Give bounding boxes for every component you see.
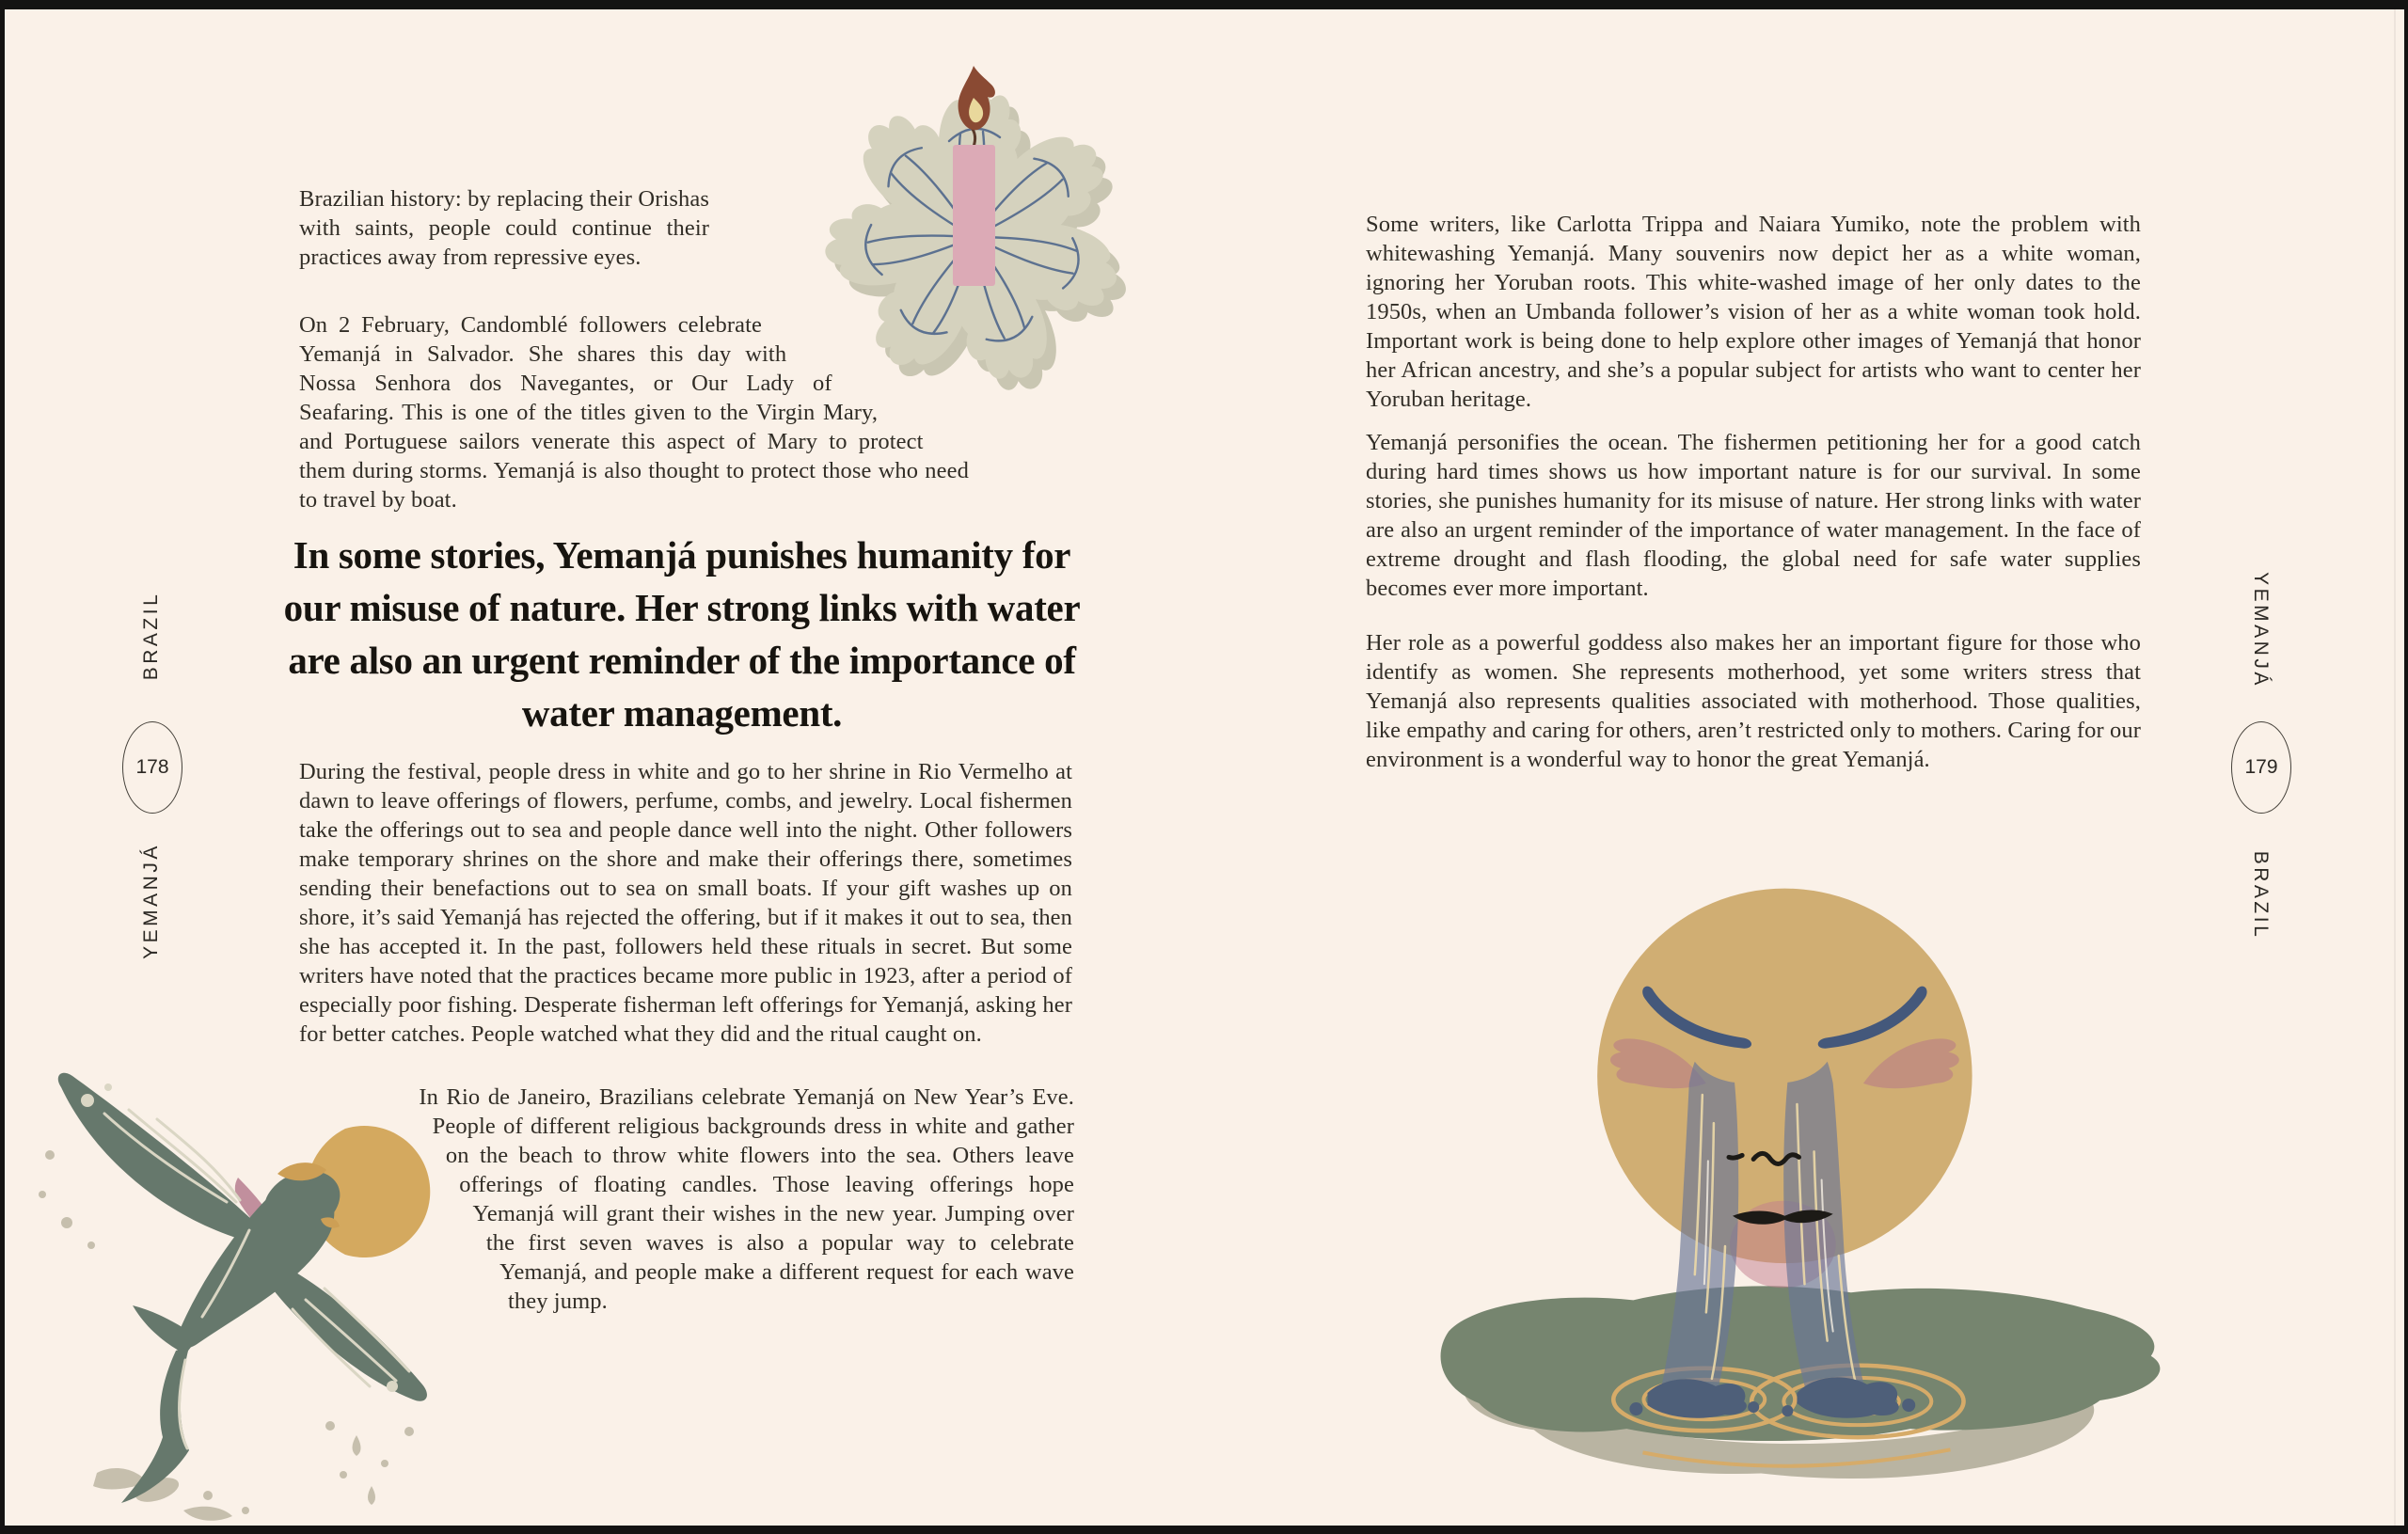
paragraph-rio-text: In Rio de Janeiro, Brazilians celebrate Yemanjá on New Year’s Eve. People of different religious backgrounds dress in white and gather on the beach to throw white flowers into the sea. Others leave offerings of floating candles. Those leaving offerings hope Yemanjá will grant their wishes in the new year. Jumping over the first seven waves is also a popular way to celebrate Yemanjá, and people make a different request for each wave they jump. — [419, 1084, 1074, 1314]
paragraph-february-text: On 2 February, Candomblé followers celebrate Yemanjá in Salvador. She shares this day with Nossa Senhora dos Navegantes, or Our Lady of Seafaring. This is one of the titles given to the Virgin Mary, and Portuguese sailors venerate this aspect of Mary to protect them during storms. Yemanjá is also thought to protect those who need to travel by boat. — [299, 312, 969, 513]
left-page-number-oval — [122, 721, 182, 814]
paragraph-brazilian-history: Brazilian history: by replacing their Orishas with saints, people could continue their practices away from repressive eyes. — [299, 186, 709, 270]
flying-fish-illustration — [14, 1061, 456, 1531]
right-page-number-oval — [2231, 721, 2291, 814]
wing-dot — [104, 1083, 112, 1091]
candle-body — [953, 145, 995, 286]
book-pages — [5, 9, 2404, 1526]
right-margin-deity-label: YEMANJÁ — [2250, 572, 2272, 688]
paragraph-rio-new-year — [395, 1083, 1074, 1327]
left-margin-deity-label: YEMANJÁ — [140, 843, 162, 959]
wing-dot — [387, 1381, 398, 1392]
right-margin-country-label: BRAZIL — [2250, 850, 2272, 941]
paragraph-festival-offerings: During the festival, people dress in white and go to her shrine in Rio Vermelho at dawn to leave offerings of flowers, perfume, combs, and jewelry. Local fishermen take the offerings out to sea and people dance well into the night. Other followers make temporary shrines on the shore and make their offerings there, sometimes sending their benefactions out to sea on small boats. If your gift washes up on shore, it’s said Yemanjá has rejected the offering, but if it makes it out to sea, then she has accepted it. In the past, followers held these rituals in secret. But some writers have noted that the practices became more public in 1923, after a period of especially poor fishing. Desperate fisherman left offerings for Yemanjá, asking her for better catches. People watched what they did and the ritual caught on. — [299, 759, 1072, 1047]
paragraph-whitewashing: Some writers, like Carlotta Trippa and Naiara Yumiko, note the problem with whitewashing Yemanjá. Many souvenirs now depict her as a white woman, ignoring her Yoruban roots. This white-washed image of her only dates to the 1950s, when an Umbanda follower’s vision of her as a white woman took hold. Important work is being done to help explore other images of Yemanjá that honor her African ancestry, and she’s a popular subject for artists who want to center her Yoruban heritage. — [1366, 212, 2141, 412]
right-page-number: 179 — [2244, 756, 2278, 778]
weeping-sun-illustration — [1420, 839, 2187, 1502]
paragraph-goddess: Her role as a powerful goddess also makes her an important figure for those who identify as women. She represents motherhood, yet some writers stress that Yemanjá also represents qualities associated with motherhood. Those qualities, like empathy and caring for others, aren’t restricted only to mothers. Caring for our environment is a wonderful way to honor the great Yemanjá. — [1366, 630, 2141, 772]
left-margin-country-label: BRAZIL — [140, 591, 162, 681]
flower-candle-illustration — [727, 51, 1235, 399]
wing-dot — [81, 1094, 94, 1107]
page-edge-line — [2394, 9, 2396, 1526]
pull-quote: In some stories, Yemanjá punishes humanity for our misuse of nature. Her strong links with water are also an urgent reminder of the importance of water management. — [283, 533, 1081, 735]
paragraph-ocean: Yemanjá personifies the ocean. The fishermen petitioning her for a good catch during hard times shows us how important nature is for our survival. In some stories, she punishes humanity for its misuse of nature. Her strong links with water are also an urgent reminder of the importance of water management. In the face of extreme drought and flash flooding, the global need for safe water supplies becomes ever more important. — [1366, 430, 2141, 601]
left-page-number: 178 — [135, 756, 169, 778]
